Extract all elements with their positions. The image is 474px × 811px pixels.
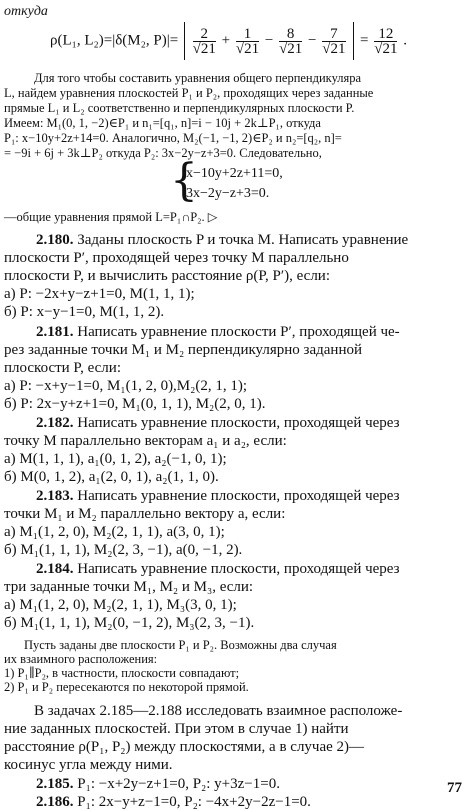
problem-text: плоскости P, и вычислить расстояние ρ(P, P′), если:: [4, 268, 330, 284]
para1-line: L, найдем уравнения плоскостей P₁ и P₂, проходящих через заданные: [4, 86, 374, 100]
theory-line: 1) P₁∥P₂, в частности, плоскости совпадают;: [4, 666, 240, 680]
frac-1: $\frac{2}{√21}$: [192, 25, 216, 57]
problem-case-b: б) M(0, 1, 2), a₁(2, 0, 1), a₂(1, 1, 0).: [4, 469, 219, 485]
bottom-line: ние заданных плоскостей. При этом в случае 1) найти: [4, 721, 349, 737]
problem-case-b: б) M₁(1, 1, 1), M₂(0, −1, 2), M₃(2, 3, −1).: [4, 615, 255, 631]
problem-case-a: а) P: −2x+y−z+1=0, M(1, 1, 1);: [4, 286, 195, 302]
problem-case-b: б) M₁(1, 1, 1), M₂(2, 3, −1), a(0, −1, 2).: [4, 542, 243, 558]
para1-line: Для того чтобы составить уравнения общего перпендикуляра: [34, 71, 362, 85]
op-equals: =: [360, 32, 369, 49]
problem-text: точку M параллельно векторам a₁ и a₂, если:: [4, 433, 287, 449]
para1-line: P₁: x−10y+2z+14=0. Аналогично, M₂(−1, −1, 2)∈P₂ и n₂=[q₂, n]=: [4, 131, 342, 145]
system-eq-2: 3x−2y−z+3=0.: [186, 186, 270, 201]
para1-line: Имеем: M₁(0, 1, −2)∈P₁ и n₁=[q₁, n]=i − 10j + 2k⊥P₁, откуда: [4, 116, 321, 130]
abs-bar-left: [184, 22, 185, 60]
para1-line: прямые L₁ и L₂ соответственно и перпендикулярных плоскости P.: [4, 101, 355, 115]
theory-line: их взаимного расположения:: [4, 652, 158, 666]
page-number: 77: [447, 780, 462, 796]
system-eq-1: x−10y+2z+11=0,: [186, 166, 283, 181]
frac-4: $\frac{7}{√21}$: [322, 25, 346, 57]
op-minus-1: −: [264, 32, 274, 49]
distance-formula: [50, 22, 407, 66]
bottom-line: косинус угла между ними.: [4, 757, 173, 773]
problem-2-185: 2.185. P₁: −x+2y−z+1=0, P₂: y+3z−1=0.: [36, 776, 280, 792]
problem-2-184: 2.184. Написать уравнение плоскости, проходящей через: [36, 561, 400, 577]
problem-2-186: 2.186. P₁: 2x−y+z−1=0, P₂: −4x+2y−2z−1=0.: [36, 794, 311, 810]
frac-5: $\frac{12}{√21}$: [374, 25, 398, 57]
op-plus: +: [221, 32, 231, 49]
problem-case-a: а) P: −x+y−1=0, M₁(1, 2, 0),M₂(2, 1, 1);: [4, 378, 248, 394]
problem-text: точки M₁ и M₂ параллельно вектору a, если:: [4, 506, 286, 522]
bottom-line: В задачах 2.185—2.188 исследовать взаимное расположе-: [34, 703, 403, 719]
problem-text: рез заданные точки M₁ и M₂ перпендикулярно заданной: [4, 342, 363, 358]
problem-case-b: б) P: 2x−y+z+1=0, M₁(0, 1, 1), M₂(2, 0, 1).: [4, 396, 266, 412]
problem-2-180: 2.180. Заданы плоскость P и точка M. Написать уравнение: [36, 232, 409, 248]
theory-line: Пусть заданы две плоскости P₁ и P₂. Возможны два случая: [24, 638, 337, 652]
frac-2: $\frac{1}{√21}$: [235, 25, 260, 57]
theory-line: 2) P₁ и P₂ пересекаются по некоторой прямой.: [4, 680, 249, 694]
problem-case-a: а) M(1, 1, 1), a₁(0, 1, 2), a₂(−1, 0, 1);: [4, 451, 227, 467]
problem-text: плоскости P, если:: [4, 360, 121, 376]
problem-2-181: 2.181. Написать уравнение плоскости P′, проходящей че-: [36, 324, 400, 340]
otkuda-word: откуда: [4, 4, 48, 19]
problem-2-183: 2.183. Написать уравнение плоскости, проходящей через: [36, 488, 400, 504]
frac-3: $\frac{8}{√21}$: [279, 25, 303, 57]
problem-text: плоскости P′, проходящей через точку M параллельно: [4, 250, 349, 266]
para1-line: = −9i + 6j + 3k⊥P₂ откуда P₂: 3x−2y−z+3=0. Следовательно,: [4, 146, 322, 160]
abs-bar-right: [353, 22, 354, 60]
formula-left: ρ(L₁, L₂)=|δ(M₂, P)|=: [50, 32, 179, 49]
op-minus-2: −: [308, 32, 317, 49]
bottom-line: расстояние ρ(P₁, P₂) между плоскостями, а в случае 2)—: [4, 739, 365, 755]
problem-text: три заданные точки M₁, M₂ и M₃, если:: [4, 579, 254, 595]
problem-case-a: а) M₁(1, 2, 0), M₂(2, 1, 1), M₃(3, 0, 1);: [4, 597, 237, 613]
problem-case-b: б) P: x−y−1=0, M(1, 1, 2).: [4, 304, 165, 320]
para1-conclusion: —общие уравнения прямой L=P₁∩P₂. ▷: [4, 210, 218, 224]
problem-2-182: 2.182. Написать уравнение плоскости, проходящей через: [36, 415, 400, 431]
formula-dot: .: [403, 32, 407, 49]
problem-case-a: а) M₁(1, 2, 0), M₂(2, 1, 1), a(3, 0, 1);: [4, 524, 225, 540]
system-brace: {: [170, 155, 198, 206]
